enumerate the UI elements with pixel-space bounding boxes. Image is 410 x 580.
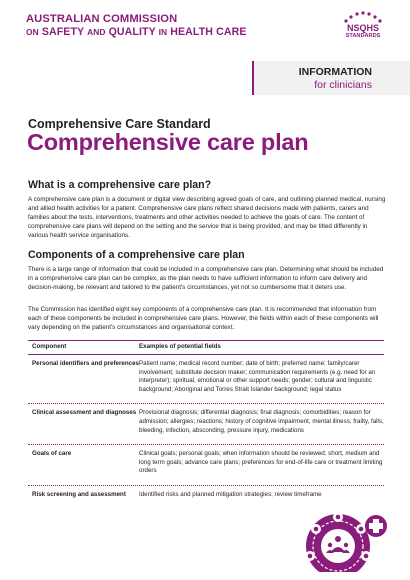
table-row [28, 355, 384, 404]
org-word-safety: SAFETY [41, 26, 85, 38]
org-word-health-care: HEALTH CARE [170, 26, 247, 38]
table-cell-fields: Provisional diagnosis; differential diagnosis; final diagnosis; comorbidities; reason for admission; allergies; reactions; history of cognitive impairment, mental illness, frailty, falls, bleeding, infection, absconding, pressure injury, medications [139, 409, 384, 434]
nsqhs-dots-icon [342, 11, 384, 23]
table-row [28, 445, 384, 486]
table-cell-component: Goals of care [32, 450, 72, 458]
table-header-component: Component [32, 343, 67, 351]
table-cell-component: Clinical assessment and diagnoses [32, 409, 137, 417]
document-subtitle: Comprehensive Care Standard [28, 117, 211, 131]
nsqhs-standards: STANDARDS [345, 33, 381, 39]
section-heading-components: Components of a comprehensive care plan [28, 249, 245, 261]
org-line-2 [26, 26, 246, 39]
table-row [28, 404, 384, 445]
org-word-in: IN [158, 27, 168, 37]
section-heading-what-is: What is a comprehensive care plan? [28, 179, 212, 191]
document-title: Comprehensive care plan [27, 129, 309, 155]
table-header-row [28, 340, 384, 355]
table-cell-fields: Patient name; medical record number; date of birth; preferred name; family/carer involvement; substitute decision maker; communication requirements (e.g. need for an interpreter); spiritual, emotional or other support needs; gender; cultural and linguistic background; Aboriginal and Torres Strait Islander background; legal status [139, 360, 376, 393]
table-cell-component: Risk screening and assessment [32, 490, 126, 498]
org-word-on: ON [26, 27, 39, 37]
audience-title: INFORMATION [298, 66, 372, 78]
comprehensive-care-standard-icon [296, 500, 392, 572]
org-line-1: AUSTRALIAN COMMISSION [26, 13, 178, 25]
table-cell-fields: Identified risks and planned mitigation strategies; review timeframe [139, 490, 322, 498]
nsqhs-name: NSQHS [346, 23, 379, 33]
nsqhs-logo-icon [339, 11, 387, 51]
org-word-quality: QUALITY [108, 26, 156, 38]
table-cell-fields: Clinical goals; personal goals; when information should be reviewed; short, medium and long term goals; advance care plans; preferences for end-of-life care or treatment limiting orders [139, 450, 383, 475]
table-header-fields: Examples of potential fields [139, 343, 221, 351]
audience-subtitle: for clinicians [314, 79, 372, 91]
components-table [28, 340, 384, 509]
section-components-body-2: The Commission has identified eight key components of a comprehensive care plan. It is recommended that information from each of these components be included in comprehensive care plans. However, the fields within each of these components will vary depending on the patient's circumstances and organisational context. [28, 306, 379, 331]
organisation-name [26, 13, 246, 39]
audience-banner [252, 61, 410, 95]
org-word-and: AND [87, 27, 106, 37]
table-cell-component: Personal identifiers and preferences [32, 360, 139, 367]
section-what-is-body: A comprehensive care plan is a document or digital view describing agreed goals of care, and outlining planned medical, nursing and allied health activities for a patient. Comprehensive care plans reflect shared decisions made with patients, carers and families about the tests, interventions, treatments and other activities needed to achieve the goals of care. The content of comprehensive care plans will depend on the setting and the service that is being provided, and may be titled differently in various health service organisations. [28, 196, 386, 239]
section-components-body-1: There is a large range of information that could be included in a comprehensive care plan. Determining what should be included in a comprehensive care plan can be complex, as the plan needs to have sufficient information to inform care delivery and decision-making, be relevant and tailored to the patient's circumstances, yet not so cumbersome that it deters use. [28, 266, 384, 291]
